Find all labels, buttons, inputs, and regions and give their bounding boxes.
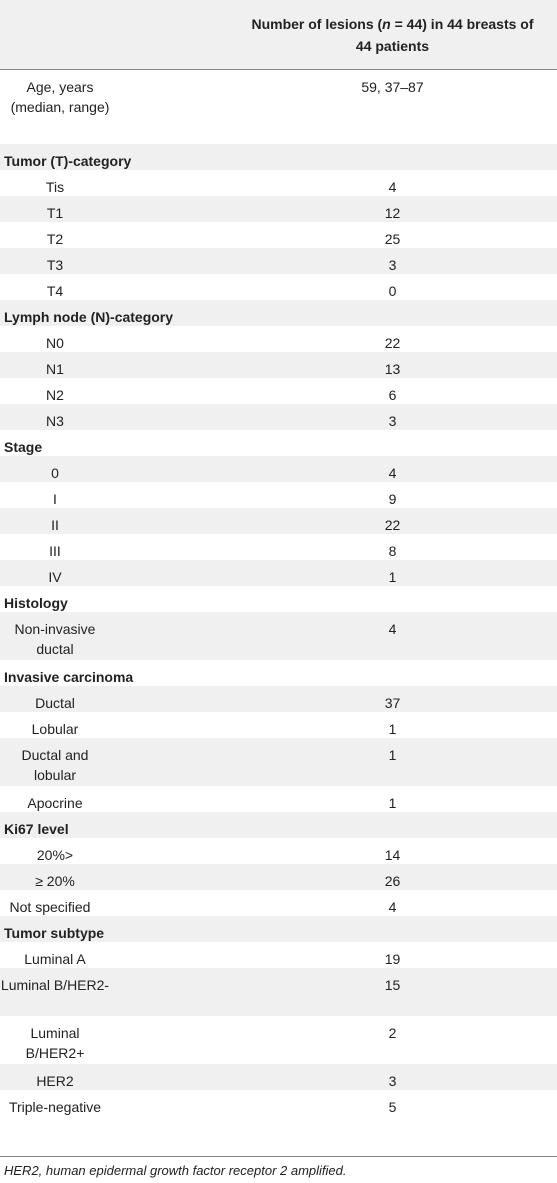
row-value: 4 bbox=[388, 465, 397, 481]
table-row bbox=[0, 248, 557, 274]
table-row bbox=[0, 838, 557, 864]
row-label: N3 bbox=[46, 413, 64, 429]
table-header bbox=[0, 0, 557, 70]
section-row bbox=[0, 660, 557, 686]
row-label: III bbox=[49, 543, 61, 559]
row-label: Triple-negative bbox=[8, 1099, 102, 1115]
row-label: N2 bbox=[46, 387, 64, 403]
row-value: 6 bbox=[388, 387, 397, 403]
section-label: Lymph node (N)-category bbox=[4, 309, 174, 325]
row-label: T3 bbox=[46, 257, 64, 273]
row-value: 14 bbox=[384, 847, 401, 863]
row-value: 3 bbox=[388, 257, 397, 273]
section-label: Invasive carcinoma bbox=[4, 669, 134, 685]
row-label: Luminal B/HER2+ bbox=[25, 1025, 85, 1061]
table-row bbox=[0, 508, 557, 534]
table-row bbox=[0, 456, 557, 482]
table-row bbox=[0, 274, 557, 300]
row-value: 25 bbox=[384, 231, 401, 247]
row-value: 37 bbox=[384, 695, 401, 711]
row-value: 12 bbox=[384, 205, 401, 221]
row-value: 9 bbox=[388, 491, 397, 507]
table-row bbox=[0, 612, 557, 660]
row-value: 22 bbox=[384, 335, 401, 351]
column-header-lesions bbox=[228, 13, 557, 57]
row-value: 4 bbox=[388, 179, 397, 195]
row-value: 3 bbox=[388, 1073, 397, 1089]
section-label: Histology bbox=[4, 595, 68, 611]
section-label: Tumor subtype bbox=[4, 925, 105, 941]
table-bottom-rule bbox=[0, 1156, 557, 1157]
row-label: Ductal bbox=[35, 695, 75, 711]
row-label: Not specified bbox=[9, 899, 91, 915]
row-value: 22 bbox=[384, 517, 401, 533]
table-row bbox=[0, 712, 557, 738]
section-row bbox=[0, 300, 557, 326]
table-row bbox=[0, 1016, 557, 1064]
row-label: Tis bbox=[45, 179, 65, 195]
table-row bbox=[0, 1064, 557, 1090]
table-row bbox=[0, 534, 557, 560]
row-value: 8 bbox=[388, 543, 397, 559]
row-label: Non-invasive ductal bbox=[14, 621, 96, 657]
header-text-pre: Number of lesions ( bbox=[251, 16, 383, 32]
table-row bbox=[0, 378, 557, 404]
row-value: 15 bbox=[384, 977, 401, 993]
header-text-n: n bbox=[382, 16, 391, 32]
table-row bbox=[0, 196, 557, 222]
table-row bbox=[0, 70, 557, 144]
row-label: N1 bbox=[46, 361, 64, 377]
table-row bbox=[0, 482, 557, 508]
row-label: Ductal and lobular bbox=[21, 747, 89, 783]
table-footnote: HER2, human epidermal growth factor receptor 2 amplified. bbox=[4, 1163, 347, 1178]
table-row bbox=[0, 686, 557, 712]
table-row bbox=[0, 738, 557, 786]
section-row bbox=[0, 586, 557, 612]
row-value: 26 bbox=[384, 873, 401, 889]
table-row bbox=[0, 968, 557, 1016]
table-row bbox=[0, 560, 557, 586]
table-row bbox=[0, 864, 557, 890]
table-row bbox=[0, 222, 557, 248]
row-value: 59, 37–87 bbox=[361, 79, 424, 95]
row-label: 0 bbox=[51, 465, 59, 481]
row-label: Luminal B/HER2- bbox=[0, 977, 110, 993]
table-row bbox=[0, 352, 557, 378]
row-value: 13 bbox=[384, 361, 401, 377]
section-label: Stage bbox=[4, 439, 43, 455]
row-value: 1 bbox=[388, 569, 397, 585]
header-text-post: = 44) in 44 breasts of bbox=[390, 16, 534, 32]
row-value: 1 bbox=[388, 795, 397, 811]
table-row bbox=[0, 170, 557, 196]
table-row bbox=[0, 786, 557, 812]
table-row bbox=[0, 942, 557, 968]
row-value: 4 bbox=[388, 899, 397, 915]
row-value: 0 bbox=[388, 283, 397, 299]
row-label: T2 bbox=[46, 231, 64, 247]
row-value: 1 bbox=[388, 721, 397, 737]
section-row bbox=[0, 430, 557, 456]
row-value: 3 bbox=[388, 413, 397, 429]
table-row bbox=[0, 404, 557, 430]
row-value: 19 bbox=[384, 951, 401, 967]
row-label: IV bbox=[48, 569, 62, 585]
section-label: Tumor (T)-category bbox=[4, 153, 132, 169]
row-label: 20%> bbox=[36, 847, 74, 863]
table-body bbox=[0, 70, 557, 1138]
section-row bbox=[0, 144, 557, 170]
table-row bbox=[0, 326, 557, 352]
row-label: T4 bbox=[46, 283, 64, 299]
row-label: Apocrine bbox=[27, 795, 83, 811]
section-row bbox=[0, 812, 557, 838]
row-label: ≥ 20% bbox=[35, 873, 75, 889]
table-row bbox=[0, 1090, 557, 1138]
row-label: Age, years (median, range) bbox=[10, 79, 110, 115]
row-value: 4 bbox=[388, 621, 397, 637]
header-text-line2: 44 patients bbox=[355, 38, 430, 54]
section-row bbox=[0, 916, 557, 942]
table-row bbox=[0, 890, 557, 916]
row-value: 1 bbox=[388, 747, 397, 763]
section-label: Ki67 level bbox=[4, 821, 69, 837]
row-label: I bbox=[53, 491, 57, 507]
row-value: 5 bbox=[388, 1099, 397, 1115]
row-label: T1 bbox=[46, 205, 64, 221]
row-label: Lobular bbox=[31, 721, 79, 737]
row-value: 2 bbox=[388, 1025, 397, 1041]
row-label: N0 bbox=[46, 335, 64, 351]
row-label: Luminal A bbox=[24, 951, 86, 967]
row-label: HER2 bbox=[36, 1073, 74, 1089]
row-label: II bbox=[51, 517, 59, 533]
